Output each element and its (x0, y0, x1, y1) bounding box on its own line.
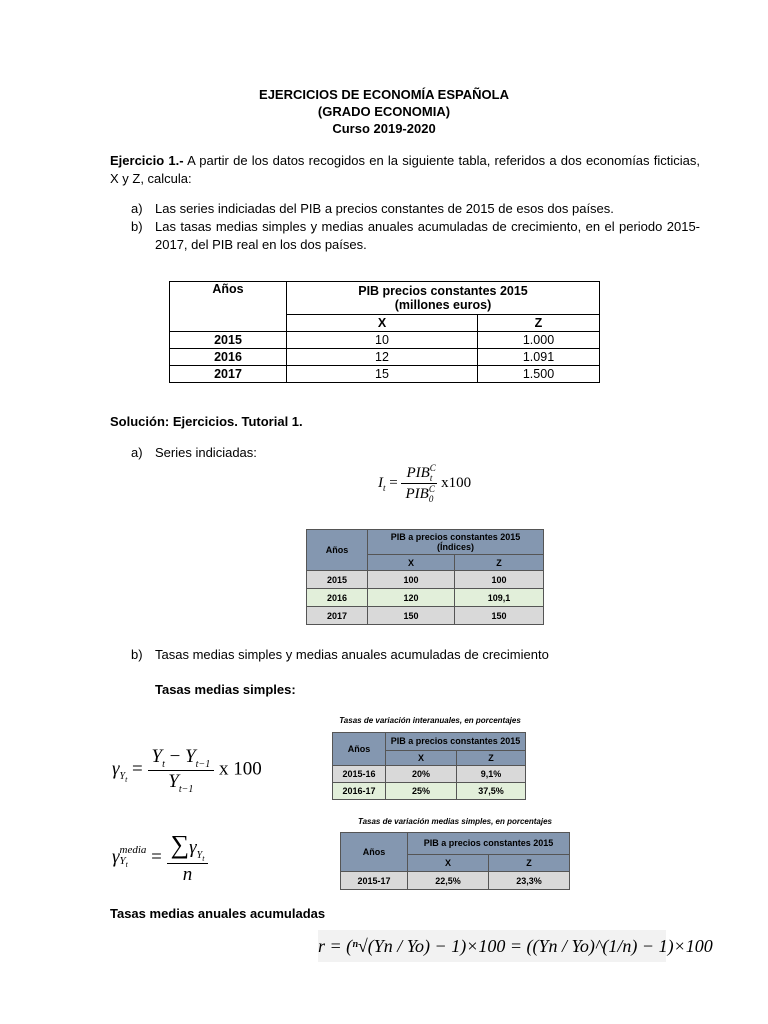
exercise-statement (110, 152, 700, 188)
doc-title: EJERCICIOS DE ECONOMÍA ESPAÑOLA (259, 87, 509, 102)
exercise-label: Ejercicio 1.- (110, 153, 184, 168)
exercise-text: A partir de los datos recogidos en la siguiente tabla, referidos a dos economías ficticias, X y Z, calcula: (110, 153, 700, 186)
doc-course: Curso 2019-2020 (332, 121, 436, 136)
interannual-table: Años PIB a precios constantes 2015 X Z 2015-16 20% 9,1% 2016-17 25% 37,5% (332, 732, 526, 800)
index-table: Años PIB a precios constantes 2015 (Índices) X Z 2015 100 100 2016 120 109,1 2017 150 150 (306, 529, 544, 625)
table-row: 2017 15 1.500 (170, 366, 600, 383)
col-years: Años (170, 282, 287, 332)
table-row: 2016 12 1.091 (170, 349, 600, 366)
col-z: Z (478, 315, 600, 332)
exercise-item-a (131, 200, 701, 218)
interannual-caption: Tasas de variación interanuales, en porcentajes (339, 716, 521, 725)
gdp-data-table (169, 281, 600, 383)
simple-mean-caption: Tasas de variación medias simples, en porcentajes (357, 817, 552, 826)
formula-index: $I_t$ = $\frac{PIB^C_t}{PIB^C_0}$ x100 (378, 463, 472, 504)
formula-interannual: $\gamma_{Y_t}$ = $\frac{Y_t - Y_{t-1}}{Y_{t-1}}$ x 100 (112, 746, 262, 795)
solution-heading: Solución: Ejercicios. Tutorial 1. (110, 414, 303, 429)
solution-item-b: b) Tasas medias simples y medias anuales acumuladas de crecimiento (131, 647, 549, 662)
table-row: 2015 10 1.000 (170, 332, 600, 349)
table-row: 2017 150 150 (307, 607, 544, 625)
table-row: 2015-16 20% 9,1% (333, 766, 526, 783)
item-marker: b) (131, 219, 143, 234)
solution-item-a: a) Series indiciadas: (131, 445, 257, 460)
doc-subtitle: (GRADO ECONOMIA) (317, 104, 451, 119)
col-x: X (287, 315, 478, 332)
item-marker: a) (131, 201, 143, 216)
item-text: Las series indiciadas del PIB a precios constantes de 2015 de esos dos países. (155, 201, 614, 216)
simple-mean-table: Años PIB a precios constantes 2015 X Z 2015-17 22,5% 23,3% (340, 832, 570, 890)
table-row: 2016-17 25% 37,5% (333, 783, 526, 800)
formula-simple-mean: γ media $Y_t$ = $\frac{\sum\gamma_{Y_t}}{n}$ (112, 830, 208, 886)
accum-rates-heading: Tasas medias anuales acumuladas (110, 906, 326, 921)
table-row: 2015 100 100 (307, 571, 544, 589)
table-row: 2016 120 109,1 (307, 589, 544, 607)
table-row: 2015-17 22,5% 23,3% (341, 872, 570, 890)
item-text: Las tasas medias simples y medias anuales acumuladas de crecimiento, en el periodo 2015-2017, del PIB real en los dos países. (155, 219, 700, 252)
exercise-item-b (131, 218, 701, 254)
formula-accumulated: r = (ⁿ√(Yn / Yo) − 1)×100 = ((Yn / Yo)^(1/n) − 1)×100 (318, 930, 666, 962)
col-gdp-header: PIB precios constantes 2015 (millones euros) (287, 282, 600, 315)
simple-rates-heading: Tasas medias simples: (155, 682, 296, 697)
